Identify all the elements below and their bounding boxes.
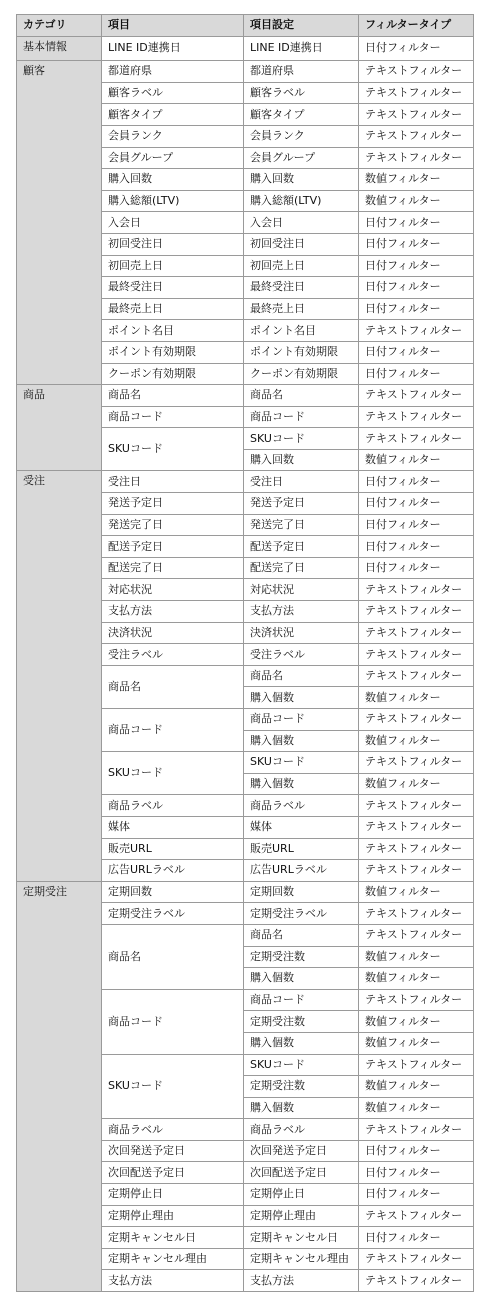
item-cell: 入会日 bbox=[102, 212, 244, 234]
item-setting-cell: 顧客ラベル bbox=[244, 82, 359, 104]
item-cell: 広告URLラベル bbox=[102, 860, 244, 882]
filter-type-cell: テキストフィルター bbox=[359, 989, 474, 1011]
item-cell: 発送予定日 bbox=[102, 493, 244, 515]
filter-type-cell: 日付フィルター bbox=[359, 36, 474, 61]
item-setting-cell: 会員ランク bbox=[244, 125, 359, 147]
item-setting-cell: 最終受注日 bbox=[244, 277, 359, 299]
item-setting-cell: 定期回数 bbox=[244, 881, 359, 903]
header-row bbox=[17, 15, 474, 37]
item-setting-cell: SKUコード bbox=[244, 752, 359, 774]
filter-type-cell: テキストフィルター bbox=[359, 644, 474, 666]
item-cell: 初回売上日 bbox=[102, 255, 244, 277]
filter-type-cell: 日付フィルター bbox=[359, 255, 474, 277]
table-row bbox=[17, 385, 474, 407]
item-cell: 受注日 bbox=[102, 471, 244, 493]
item-cell: 配送完了日 bbox=[102, 557, 244, 579]
filter-table bbox=[16, 14, 474, 1292]
table-row bbox=[17, 61, 474, 83]
filter-type-cell: テキストフィルター bbox=[359, 665, 474, 687]
item-setting-cell: SKUコード bbox=[244, 428, 359, 450]
filter-type-cell: テキストフィルター bbox=[359, 1248, 474, 1270]
filter-type-cell: 数値フィルター bbox=[359, 946, 474, 968]
filter-type-cell: テキストフィルター bbox=[359, 406, 474, 428]
item-cell: 支払方法 bbox=[102, 1270, 244, 1292]
item-setting-cell: 定期停止日 bbox=[244, 1184, 359, 1206]
filter-type-cell: 日付フィルター bbox=[359, 277, 474, 299]
item-cell: 定期停止日 bbox=[102, 1184, 244, 1206]
filter-type-cell: テキストフィルター bbox=[359, 125, 474, 147]
filter-type-cell: テキストフィルター bbox=[359, 924, 474, 946]
filter-type-cell: テキストフィルター bbox=[359, 795, 474, 817]
filter-type-cell: 数値フィルター bbox=[359, 730, 474, 752]
item-setting-cell: 決済状況 bbox=[244, 622, 359, 644]
item-cell: 最終受注日 bbox=[102, 277, 244, 299]
filter-type-cell: 日付フィルター bbox=[359, 233, 474, 255]
item-setting-cell: クーポン有効期限 bbox=[244, 363, 359, 385]
item-setting-cell: 受注日 bbox=[244, 471, 359, 493]
item-setting-cell: 最終売上日 bbox=[244, 298, 359, 320]
category-cell: 定期受注 bbox=[17, 881, 102, 1291]
item-setting-cell: 配送予定日 bbox=[244, 536, 359, 558]
filter-type-cell: テキストフィルター bbox=[359, 579, 474, 601]
item-cell: 媒体 bbox=[102, 816, 244, 838]
filter-type-cell: テキストフィルター bbox=[359, 1270, 474, 1292]
filter-type-cell: 数値フィルター bbox=[359, 1076, 474, 1098]
item-setting-cell: 定期停止理由 bbox=[244, 1205, 359, 1227]
item-setting-cell: 商品名 bbox=[244, 385, 359, 407]
filter-type-cell: 日付フィルター bbox=[359, 471, 474, 493]
filter-type-cell: 数値フィルター bbox=[359, 968, 474, 990]
item-setting-cell: 初回受注日 bbox=[244, 233, 359, 255]
item-cell: 会員グループ bbox=[102, 147, 244, 169]
item-setting-cell: 支払方法 bbox=[244, 1270, 359, 1292]
item-setting-cell: 商品名 bbox=[244, 665, 359, 687]
item-cell: 商品コード bbox=[102, 406, 244, 428]
filter-type-cell: 数値フィルター bbox=[359, 773, 474, 795]
filter-type-cell: テキストフィルター bbox=[359, 82, 474, 104]
filter-type-cell: 数値フィルター bbox=[359, 449, 474, 471]
filter-type-cell: テキストフィルター bbox=[359, 104, 474, 126]
item-cell: 顧客タイプ bbox=[102, 104, 244, 126]
item-cell: 顧客ラベル bbox=[102, 82, 244, 104]
item-setting-cell: 定期キャンセル理由 bbox=[244, 1248, 359, 1270]
filter-type-cell: テキストフィルター bbox=[359, 320, 474, 342]
table-row bbox=[17, 36, 474, 61]
item-cell: 販売URL bbox=[102, 838, 244, 860]
filter-type-cell: テキストフィルター bbox=[359, 903, 474, 925]
item-setting-cell: 配送完了日 bbox=[244, 557, 359, 579]
item-cell: 発送完了日 bbox=[102, 514, 244, 536]
item-setting-cell: 商品ラベル bbox=[244, 1119, 359, 1141]
item-setting-cell: ポイント名目 bbox=[244, 320, 359, 342]
filter-type-cell: テキストフィルター bbox=[359, 622, 474, 644]
filter-type-cell: テキストフィルター bbox=[359, 61, 474, 83]
filter-type-cell: テキストフィルター bbox=[359, 1054, 474, 1076]
filter-type-cell: 日付フィルター bbox=[359, 363, 474, 385]
item-setting-cell: 商品コード bbox=[244, 709, 359, 731]
item-cell: 決済状況 bbox=[102, 622, 244, 644]
item-setting-cell: 媒体 bbox=[244, 816, 359, 838]
item-setting-cell: 入会日 bbox=[244, 212, 359, 234]
item-setting-cell: 定期受注数 bbox=[244, 946, 359, 968]
item-cell: 商品ラベル bbox=[102, 1119, 244, 1141]
item-cell: ポイント名目 bbox=[102, 320, 244, 342]
header-category: カテゴリ bbox=[17, 15, 102, 37]
item-setting-cell: 受注ラベル bbox=[244, 644, 359, 666]
item-cell: 定期キャンセル日 bbox=[102, 1227, 244, 1249]
item-cell: SKUコード bbox=[102, 752, 244, 795]
item-setting-cell: 購入個数 bbox=[244, 730, 359, 752]
filter-type-cell: 日付フィルター bbox=[359, 557, 474, 579]
item-cell: 最終売上日 bbox=[102, 298, 244, 320]
item-cell: 購入総額(LTV) bbox=[102, 190, 244, 212]
item-cell: 商品名 bbox=[102, 385, 244, 407]
item-cell: 商品名 bbox=[102, 665, 244, 708]
item-cell: 次回発送予定日 bbox=[102, 1140, 244, 1162]
item-cell: 次回配送予定日 bbox=[102, 1162, 244, 1184]
item-cell: 商品名 bbox=[102, 924, 244, 989]
item-cell: 定期キャンセル理由 bbox=[102, 1248, 244, 1270]
item-setting-cell: 初回売上日 bbox=[244, 255, 359, 277]
filter-type-cell: 数値フィルター bbox=[359, 687, 474, 709]
item-cell: 商品ラベル bbox=[102, 795, 244, 817]
item-setting-cell: 購入回数 bbox=[244, 169, 359, 191]
item-setting-cell: 発送予定日 bbox=[244, 493, 359, 515]
filter-type-cell: テキストフィルター bbox=[359, 816, 474, 838]
item-cell: 購入回数 bbox=[102, 169, 244, 191]
table-row bbox=[17, 471, 474, 493]
item-setting-cell: 購入個数 bbox=[244, 687, 359, 709]
item-cell: SKUコード bbox=[102, 428, 244, 471]
item-setting-cell: 購入回数 bbox=[244, 449, 359, 471]
item-setting-cell: 支払方法 bbox=[244, 601, 359, 623]
item-setting-cell: 購入個数 bbox=[244, 968, 359, 990]
filter-type-cell: テキストフィルター bbox=[359, 601, 474, 623]
category-cell: 商品 bbox=[17, 385, 102, 471]
item-setting-cell: 広告URLラベル bbox=[244, 860, 359, 882]
table-row bbox=[17, 881, 474, 903]
filter-type-cell: 日付フィルター bbox=[359, 1227, 474, 1249]
item-setting-cell: 次回配送予定日 bbox=[244, 1162, 359, 1184]
filter-type-cell: テキストフィルター bbox=[359, 385, 474, 407]
item-setting-cell: 購入個数 bbox=[244, 1097, 359, 1119]
item-setting-cell: 対応状況 bbox=[244, 579, 359, 601]
filter-type-cell: 日付フィルター bbox=[359, 514, 474, 536]
header-item: 項目 bbox=[102, 15, 244, 37]
filter-type-cell: 日付フィルター bbox=[359, 341, 474, 363]
item-cell: ポイント有効期限 bbox=[102, 341, 244, 363]
filter-type-cell: テキストフィルター bbox=[359, 1119, 474, 1141]
item-setting-cell: 定期受注ラベル bbox=[244, 903, 359, 925]
item-setting-cell: ポイント有効期限 bbox=[244, 341, 359, 363]
item-setting-cell: 発送完了日 bbox=[244, 514, 359, 536]
item-setting-cell: 商品コード bbox=[244, 989, 359, 1011]
filter-type-cell: 日付フィルター bbox=[359, 212, 474, 234]
item-cell: 支払方法 bbox=[102, 601, 244, 623]
header-filter-type: フィルタータイプ bbox=[359, 15, 474, 37]
item-setting-cell: 会員グループ bbox=[244, 147, 359, 169]
item-setting-cell: 購入個数 bbox=[244, 773, 359, 795]
item-setting-cell: 次回発送予定日 bbox=[244, 1140, 359, 1162]
item-setting-cell: LINE ID連携日 bbox=[244, 36, 359, 61]
filter-type-cell: テキストフィルター bbox=[359, 752, 474, 774]
header-item-setting: 項目設定 bbox=[244, 15, 359, 37]
filter-type-cell: テキストフィルター bbox=[359, 838, 474, 860]
filter-type-cell: 日付フィルター bbox=[359, 536, 474, 558]
item-cell: 都道府県 bbox=[102, 61, 244, 83]
filter-type-cell: テキストフィルター bbox=[359, 1205, 474, 1227]
filter-type-cell: 数値フィルター bbox=[359, 169, 474, 191]
item-setting-cell: SKUコード bbox=[244, 1054, 359, 1076]
category-cell: 基本情報 bbox=[17, 36, 102, 61]
item-setting-cell: 販売URL bbox=[244, 838, 359, 860]
item-cell: 定期回数 bbox=[102, 881, 244, 903]
item-setting-cell: 購入総額(LTV) bbox=[244, 190, 359, 212]
item-cell: 会員ランク bbox=[102, 125, 244, 147]
item-cell: LINE ID連携日 bbox=[102, 36, 244, 61]
filter-type-cell: 数値フィルター bbox=[359, 190, 474, 212]
table-body bbox=[17, 36, 474, 1291]
item-setting-cell: 定期受注数 bbox=[244, 1011, 359, 1033]
filter-type-cell: 日付フィルター bbox=[359, 1162, 474, 1184]
item-cell: 商品コード bbox=[102, 709, 244, 752]
category-cell: 受注 bbox=[17, 471, 102, 881]
filter-type-cell: テキストフィルター bbox=[359, 709, 474, 731]
filter-type-cell: 日付フィルター bbox=[359, 1140, 474, 1162]
filter-type-cell: テキストフィルター bbox=[359, 860, 474, 882]
item-setting-cell: 商品名 bbox=[244, 924, 359, 946]
item-setting-cell: 都道府県 bbox=[244, 61, 359, 83]
item-cell: 対応状況 bbox=[102, 579, 244, 601]
filter-type-cell: 数値フィルター bbox=[359, 881, 474, 903]
item-setting-cell: 定期受注数 bbox=[244, 1076, 359, 1098]
item-cell: 定期受注ラベル bbox=[102, 903, 244, 925]
item-setting-cell: 顧客タイプ bbox=[244, 104, 359, 126]
item-setting-cell: 購入個数 bbox=[244, 1032, 359, 1054]
filter-type-cell: 日付フィルター bbox=[359, 493, 474, 515]
item-setting-cell: 商品コード bbox=[244, 406, 359, 428]
filter-type-cell: 日付フィルター bbox=[359, 298, 474, 320]
category-cell: 顧客 bbox=[17, 61, 102, 385]
item-cell: 定期停止理由 bbox=[102, 1205, 244, 1227]
filter-type-cell: 数値フィルター bbox=[359, 1011, 474, 1033]
item-cell: 配送予定日 bbox=[102, 536, 244, 558]
filter-type-cell: 数値フィルター bbox=[359, 1097, 474, 1119]
filter-type-cell: 日付フィルター bbox=[359, 1184, 474, 1206]
item-cell: 受注ラベル bbox=[102, 644, 244, 666]
item-setting-cell: 定期キャンセル日 bbox=[244, 1227, 359, 1249]
filter-type-cell: テキストフィルター bbox=[359, 428, 474, 450]
item-cell: クーポン有効期限 bbox=[102, 363, 244, 385]
item-cell: 初回受注日 bbox=[102, 233, 244, 255]
filter-type-cell: 数値フィルター bbox=[359, 1032, 474, 1054]
item-cell: SKUコード bbox=[102, 1054, 244, 1119]
filter-type-cell: テキストフィルター bbox=[359, 147, 474, 169]
item-cell: 商品コード bbox=[102, 989, 244, 1054]
item-setting-cell: 商品ラベル bbox=[244, 795, 359, 817]
